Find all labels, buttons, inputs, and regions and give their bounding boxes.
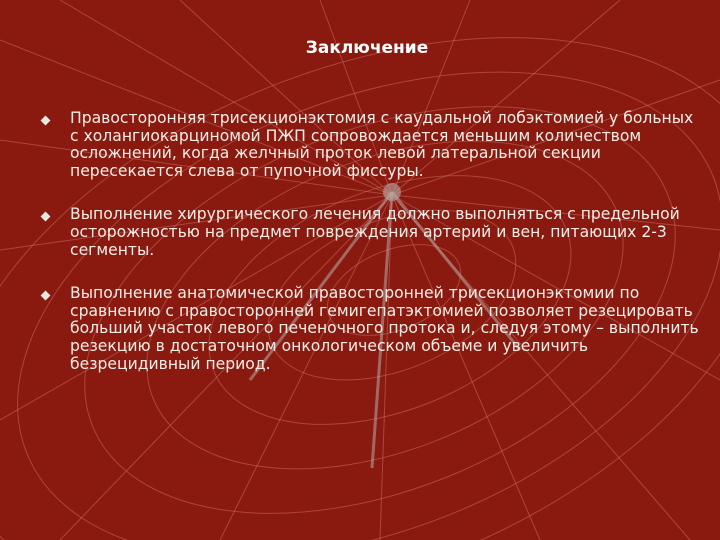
bullet-text: Выполнение анатомической правосторонней трисекционэктомии по сравнению с правосторонней гемигепатэктомией позволяет резецировать больший участок левого печеночного протока и, следуя этому – выполнить резекцию в достаточном онкологическом объеме и увеличить безрецидивный период. [70,284,699,373]
bullet-item [40,206,700,259]
slide-title: Заключение [305,38,429,58]
diamond-bullet-icon [41,291,51,301]
bullet-text: Выполнение хирургического лечения должно выполняться с предельной осторожностью на предмет повреждения артерий и вен, питающих 2-3 сегменты. [70,205,680,259]
bullet-list [40,110,700,399]
bullet-text: Правосторонняя трисекционэктомия с каудальной лобэктомией у больных с холангиокарциномой ПЖП сопровождается меньшим количеством осложнений, когда желчный проток левой латеральной секции пересекается слева от пупочной фиссуры. [70,109,694,180]
diamond-bullet-icon [41,116,51,126]
diamond-bullet-icon [41,212,51,222]
bullet-item [40,285,700,373]
bullet-item [40,110,700,180]
